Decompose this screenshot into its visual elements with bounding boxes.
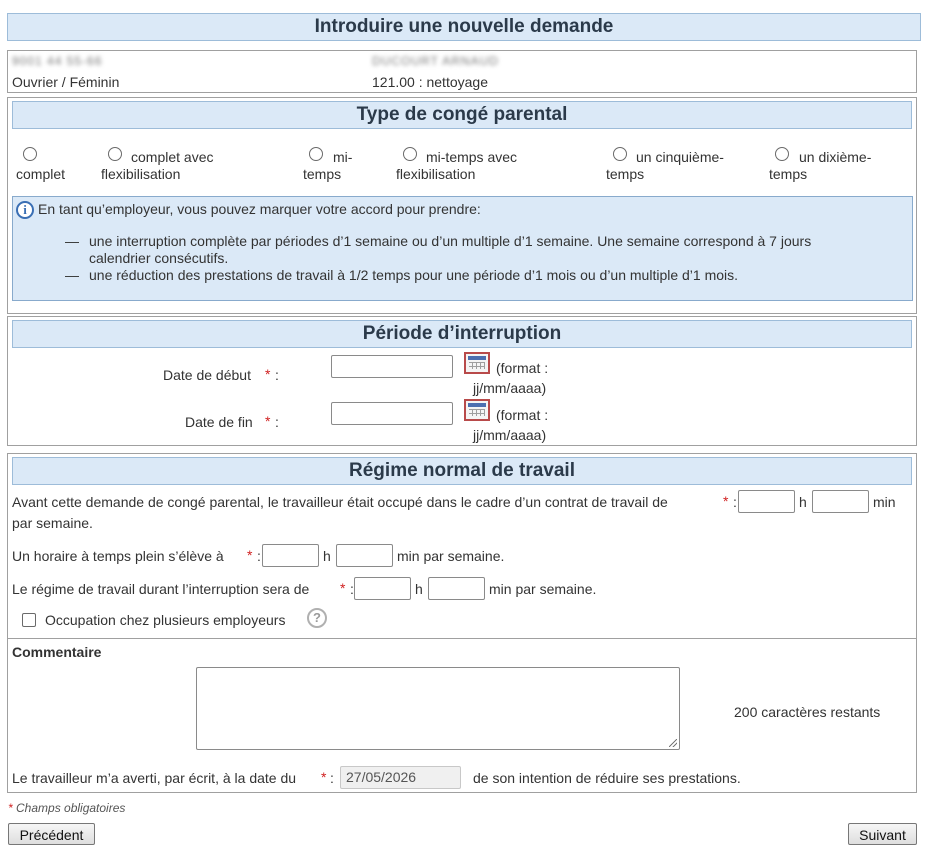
- previous-button[interactable]: Précédent: [8, 823, 95, 845]
- contract-hours-input[interactable]: [738, 490, 795, 513]
- end-date-label: Date de fin: [185, 414, 253, 430]
- start-date-colon: :: [275, 367, 279, 383]
- required-note-text: * Champs obligatoires: [8, 801, 126, 815]
- info-dash-1: —: [65, 233, 79, 249]
- period-title: Période d’interruption: [12, 320, 912, 348]
- fulltime-hours-input[interactable]: [262, 544, 319, 567]
- required-fields-note: [8, 801, 125, 815]
- comment-title: Commentaire: [12, 644, 102, 660]
- contract-per-week: par semaine.: [12, 515, 93, 531]
- fulltime-hours-unit: h: [323, 548, 331, 564]
- comment-divider: [8, 638, 916, 639]
- fulltime-minutes-unit: min par semaine.: [397, 548, 505, 564]
- worker-id: 9001 44 55-66: [12, 54, 103, 68]
- label-mi-temps-2: temps: [303, 166, 342, 182]
- start-date-required: *: [265, 366, 271, 382]
- leave-type-title: Type de congé parental: [12, 101, 912, 129]
- notified-required: *: [321, 769, 327, 785]
- fulltime-colon: :: [257, 548, 261, 564]
- end-date-required: *: [265, 413, 271, 429]
- radio-dixieme-temps[interactable]: [775, 147, 789, 161]
- end-date-format-2: jj/mm/aaaa): [473, 427, 547, 443]
- label-cinquieme-temps-2: temps: [606, 166, 645, 182]
- worker-name: DUCOURT ARNAUD: [372, 54, 499, 68]
- label-mi-temps-1: mi-: [333, 149, 353, 165]
- notified-date-input[interactable]: 27/05/2026: [340, 766, 461, 789]
- regime-title: Régime normal de travail: [12, 457, 912, 485]
- worker-info-panel: [7, 50, 917, 93]
- comment-remaining: 200 caractères restants: [734, 704, 881, 720]
- resize-handle-icon[interactable]: [669, 739, 677, 747]
- contract-hours-required: *: [723, 493, 729, 509]
- page-title: Introduire une nouvelle demande: [7, 13, 921, 41]
- notified-colon: :: [330, 770, 334, 786]
- contract-hours-colon: :: [733, 494, 737, 510]
- label-cinquieme-temps-1: un cinquième-: [636, 149, 724, 165]
- interruption-minutes-input[interactable]: [428, 577, 485, 600]
- label-mi-temps-flexibilisation-1: mi-temps avec: [426, 149, 518, 165]
- interruption-hours-input[interactable]: [354, 577, 411, 600]
- radio-mi-temps-flexibilisation[interactable]: [403, 147, 417, 161]
- end-date-input[interactable]: [331, 402, 453, 425]
- label-complet-flexibilisation-2: flexibilisation: [101, 166, 181, 182]
- contract-hours-unit: h: [799, 494, 807, 510]
- leave-type-section: [7, 97, 917, 314]
- end-date-format-1: (format :: [496, 407, 549, 423]
- interruption-regime-question: Le régime de travail durant l’interruption sera de: [12, 581, 310, 597]
- notified-tail: de son intention de réduire ses prestations.: [473, 770, 741, 786]
- start-date-format-1: (format :: [496, 360, 549, 376]
- radio-cinquieme-temps[interactable]: [613, 147, 627, 161]
- start-date-calendar-icon[interactable]: [464, 352, 490, 374]
- info-box: [12, 196, 913, 301]
- label-complet-flexibilisation-1: complet avec: [131, 149, 214, 165]
- next-button[interactable]: Suivant: [848, 823, 917, 845]
- label-mi-temps-flexibilisation-2: flexibilisation: [396, 166, 476, 182]
- info-icon: i: [16, 201, 34, 219]
- interruption-minutes-unit: min par semaine.: [489, 581, 597, 597]
- radio-complet-flexibilisation[interactable]: [108, 147, 122, 161]
- interruption-hours-unit: h: [415, 581, 423, 597]
- label-complet: complet: [16, 166, 66, 182]
- start-date-input[interactable]: [331, 355, 453, 378]
- contract-minutes-unit: min: [873, 494, 896, 510]
- info-intro: En tant qu’employeur, vous pouvez marquer votre accord pour prendre:: [38, 201, 481, 217]
- fulltime-question: Un horaire à temps plein s’élève à: [12, 548, 224, 564]
- start-date-label: Date de début: [163, 367, 251, 383]
- interruption-regime-required: *: [340, 580, 346, 596]
- radio-complet[interactable]: [23, 147, 37, 161]
- notified-label: Le travailleur m’a averti, par écrit, à la date du: [12, 770, 297, 786]
- radio-mi-temps[interactable]: [309, 147, 323, 161]
- worker-code: 121.00 : nettoyage: [372, 74, 488, 90]
- contract-minutes-input[interactable]: [812, 490, 869, 513]
- interruption-regime-colon: :: [350, 581, 354, 597]
- help-icon[interactable]: ?: [307, 608, 327, 628]
- period-section: [7, 316, 917, 446]
- info-dash-2: —: [65, 267, 79, 283]
- info-item-1-line2: calendrier consécutifs.: [89, 250, 229, 266]
- info-item-1-line1: une interruption complète par périodes d’1 semaine ou d’un multiple d’1 semaine. Une semaine correspond à 7 jours: [89, 233, 812, 249]
- end-date-calendar-icon[interactable]: [464, 399, 490, 421]
- multi-employers-checkbox[interactable]: [22, 613, 36, 627]
- contract-hours-question: Avant cette demande de congé parental, le travailleur était occupé dans le cadre d’un contrat de travail de: [12, 494, 668, 510]
- start-date-format-2: jj/mm/aaaa): [473, 380, 547, 396]
- multi-employers-label[interactable]: Occupation chez plusieurs employeurs: [45, 612, 286, 628]
- label-dixieme-temps-1: un dixième-: [799, 149, 872, 165]
- end-date-colon: :: [275, 414, 279, 430]
- fulltime-required: *: [247, 547, 253, 563]
- label-dixieme-temps-2: temps: [769, 166, 808, 182]
- regime-section: [7, 453, 917, 793]
- worker-category: Ouvrier / Féminin: [12, 74, 120, 90]
- fulltime-minutes-input[interactable]: [336, 544, 393, 567]
- comment-textarea[interactable]: [196, 667, 680, 750]
- info-item-2-line1: une réduction des prestations de travail à 1/2 temps pour une période d’1 mois ou d’un multiple d’1 mois.: [89, 267, 739, 283]
